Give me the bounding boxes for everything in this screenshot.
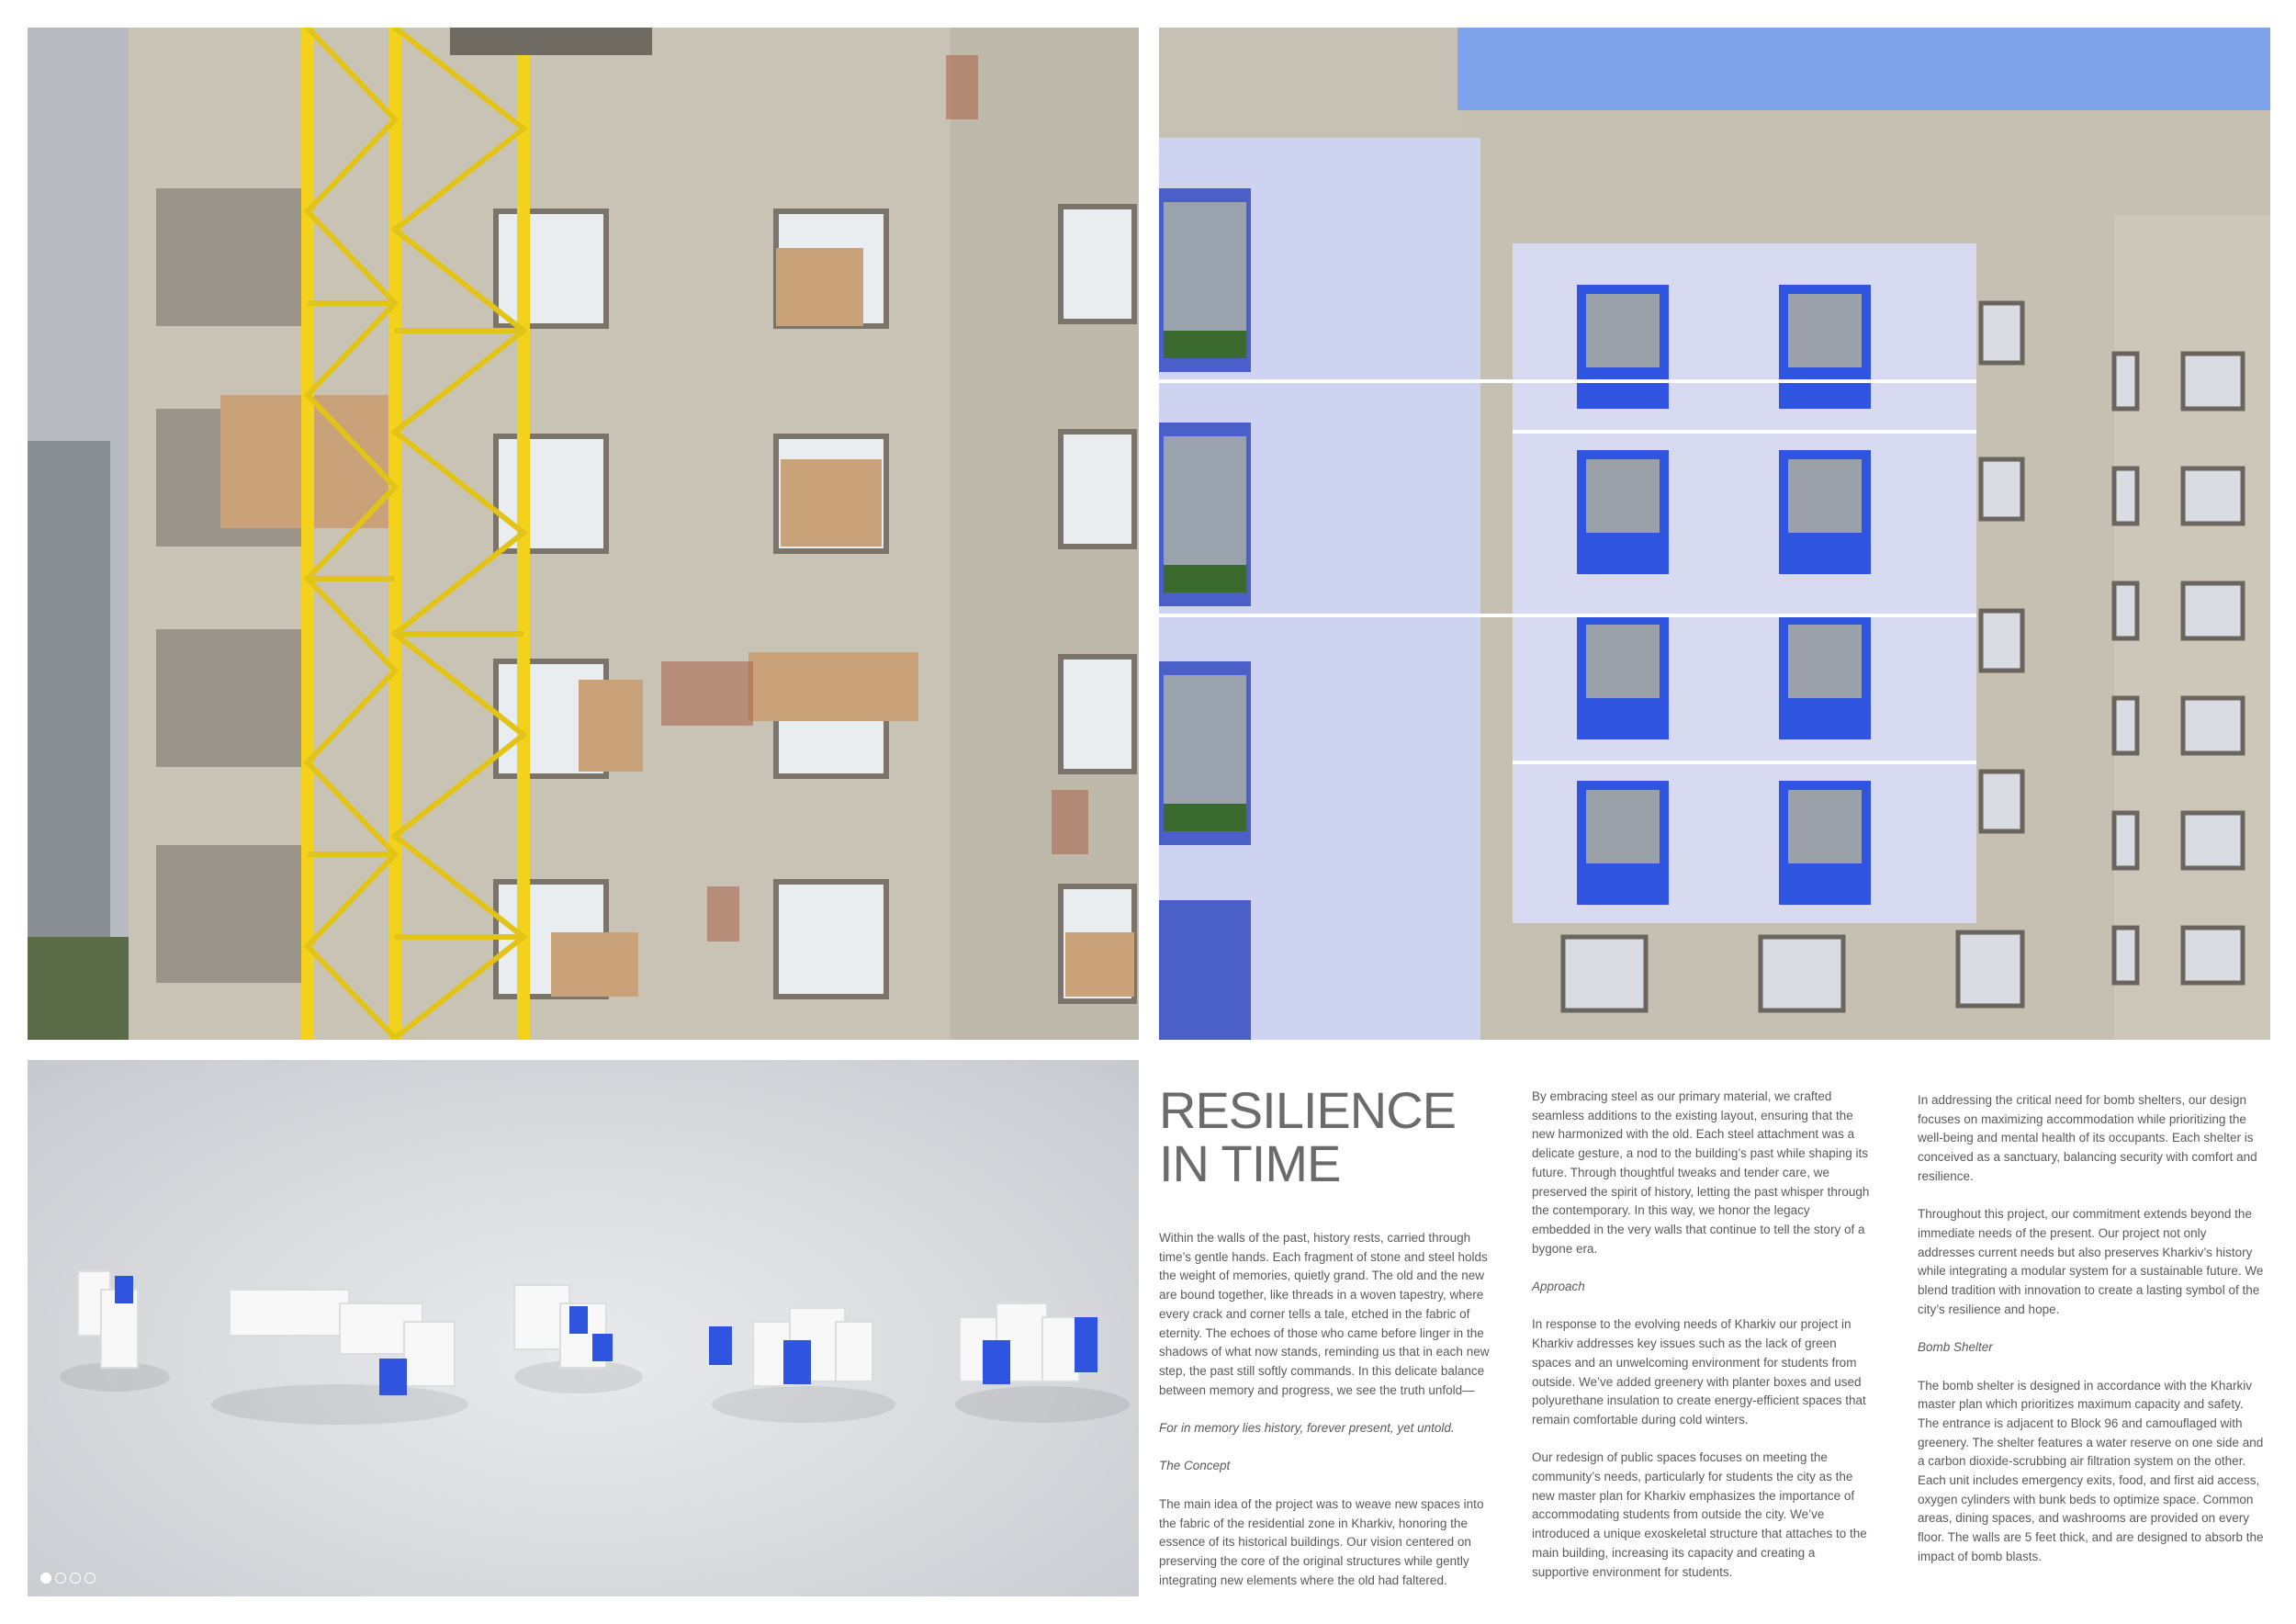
render-modular-units bbox=[28, 1060, 1139, 1596]
text-column-3 bbox=[1918, 1091, 2267, 1585]
quote-line: For in memory lies history, forever present, yet untold. bbox=[1159, 1421, 1455, 1436]
text-column-2 bbox=[1532, 1088, 1872, 1601]
section-heading-concept: The Concept bbox=[1159, 1459, 1231, 1473]
title-line-1: RESILIENCE bbox=[1159, 1081, 1456, 1139]
text-column-1 bbox=[1159, 1229, 1499, 1609]
carousel-dot[interactable] bbox=[84, 1573, 96, 1584]
title-line-2: IN TIME bbox=[1159, 1134, 1341, 1192]
carousel-dot[interactable] bbox=[55, 1573, 66, 1584]
section-heading-bomb-shelter: Bomb Shelter bbox=[1918, 1340, 1993, 1355]
render-facade-with-steel-additions bbox=[1159, 28, 2270, 1040]
steel-paragraph: By embracing steel as our primary material, we crafted seamless additions to the existing layout, ensuring that the new harmonized with the old. Each steel attachment was a delicate gesture, a nod to the building’s past while shaping its future. Through thoughtful tweaks and tender care, we preserved the spirit of history, letting the past whisper through the contemporary. In this way, we honor the legacy embedded in the very walls that continue to tell the story of a bygone era. bbox=[1532, 1089, 1870, 1256]
concept-paragraph: The main idea of the project was to weave new spaces into the fabric of the residential zone in Kharkiv, honoring the essence of its historical buildings. Our vision centered on preserving the core of the original structures while gently integrating new elements where the old had faltered. bbox=[1159, 1496, 1484, 1587]
section-heading-approach: Approach bbox=[1532, 1280, 1585, 1294]
carousel-indicator[interactable] bbox=[40, 1573, 96, 1584]
page-title bbox=[1159, 1081, 1456, 1192]
approach-paragraph: In response to the evolving needs of Kharkiv our project in Kharkiv addresses key issues such as the lack of green spaces and an unwelcoming environment for students from outside. We’ve added greenery with planter boxes and used polyurethane insulation to create energy-efficient spaces that remain comfortable during cold winters. bbox=[1532, 1317, 1866, 1427]
commitment-paragraph: Throughout this project, our commitment extends beyond the immediate needs of the present. Our project not only addresses current needs but also preserves Kharkiv’s history while integrating a modular system for a sustainable future. We blend tradition with innovation to create a lasting symbol of the city’s resilience and hope. bbox=[1918, 1207, 2264, 1316]
carousel-dot[interactable] bbox=[70, 1573, 81, 1584]
damaged-facade-illustration bbox=[28, 28, 1139, 1040]
carousel-dot[interactable] bbox=[40, 1573, 51, 1584]
bomb-shelter-paragraph: The bomb shelter is designed in accordance with the Kharkiv master plan which prioritizes maximum capacity and safety. The entrance is adjacent to Block 96 and camouflaged with greenery. The shelter features a water reserve on one side and a carbon dioxide-scrubbing air filtration system on the other. Each unit includes emergency exits, food, and first aid access, oxygen cylinders with bunk beds to optimize space. Common areas, dining spaces, and washrooms are provided on every floor. The walls are 5 feet thick, and are designed to absorb the impact of bomb blasts. bbox=[1918, 1378, 2264, 1563]
new-facade-illustration bbox=[1159, 28, 2270, 1040]
modular-units-illustration bbox=[28, 1060, 1139, 1596]
shelter-need-paragraph: In addressing the critical need for bomb shelters, our design focuses on maximizing accommodation while prioritizing the well-being and mental health of its occupants. Each shelter is conceived as a sanctuary, balancing security with comfort and resilience. bbox=[1918, 1093, 2257, 1183]
render-damaged-facade-with-crane bbox=[28, 28, 1139, 1040]
public-spaces-paragraph: Our redesign of public spaces focuses on meeting the community’s needs, particularly for students the city as the new master plan for Kharkiv emphasizes the importance of accommodating students from outside the city. We’ve introduced a unique exoskeletal structure that attaches to the main building, increasing its capacity and creating a supportive environment for students. bbox=[1532, 1450, 1867, 1579]
intro-paragraph: Within the walls of the past, history rests, carried through time’s gentle hands. Each fragment of stone and steel holds the weight of memories, quietly grand. The old and the new are bound together, like threads in a woven tapestry, where every crack and corner tells a tale, etched in the fabric of eternity. The echoes of those who came before linger in the shadows of what now stands, reminding us that in each new step, the past still softly commands. In this delicate balance between memory and progress, we see the truth unfold— bbox=[1159, 1231, 1490, 1397]
